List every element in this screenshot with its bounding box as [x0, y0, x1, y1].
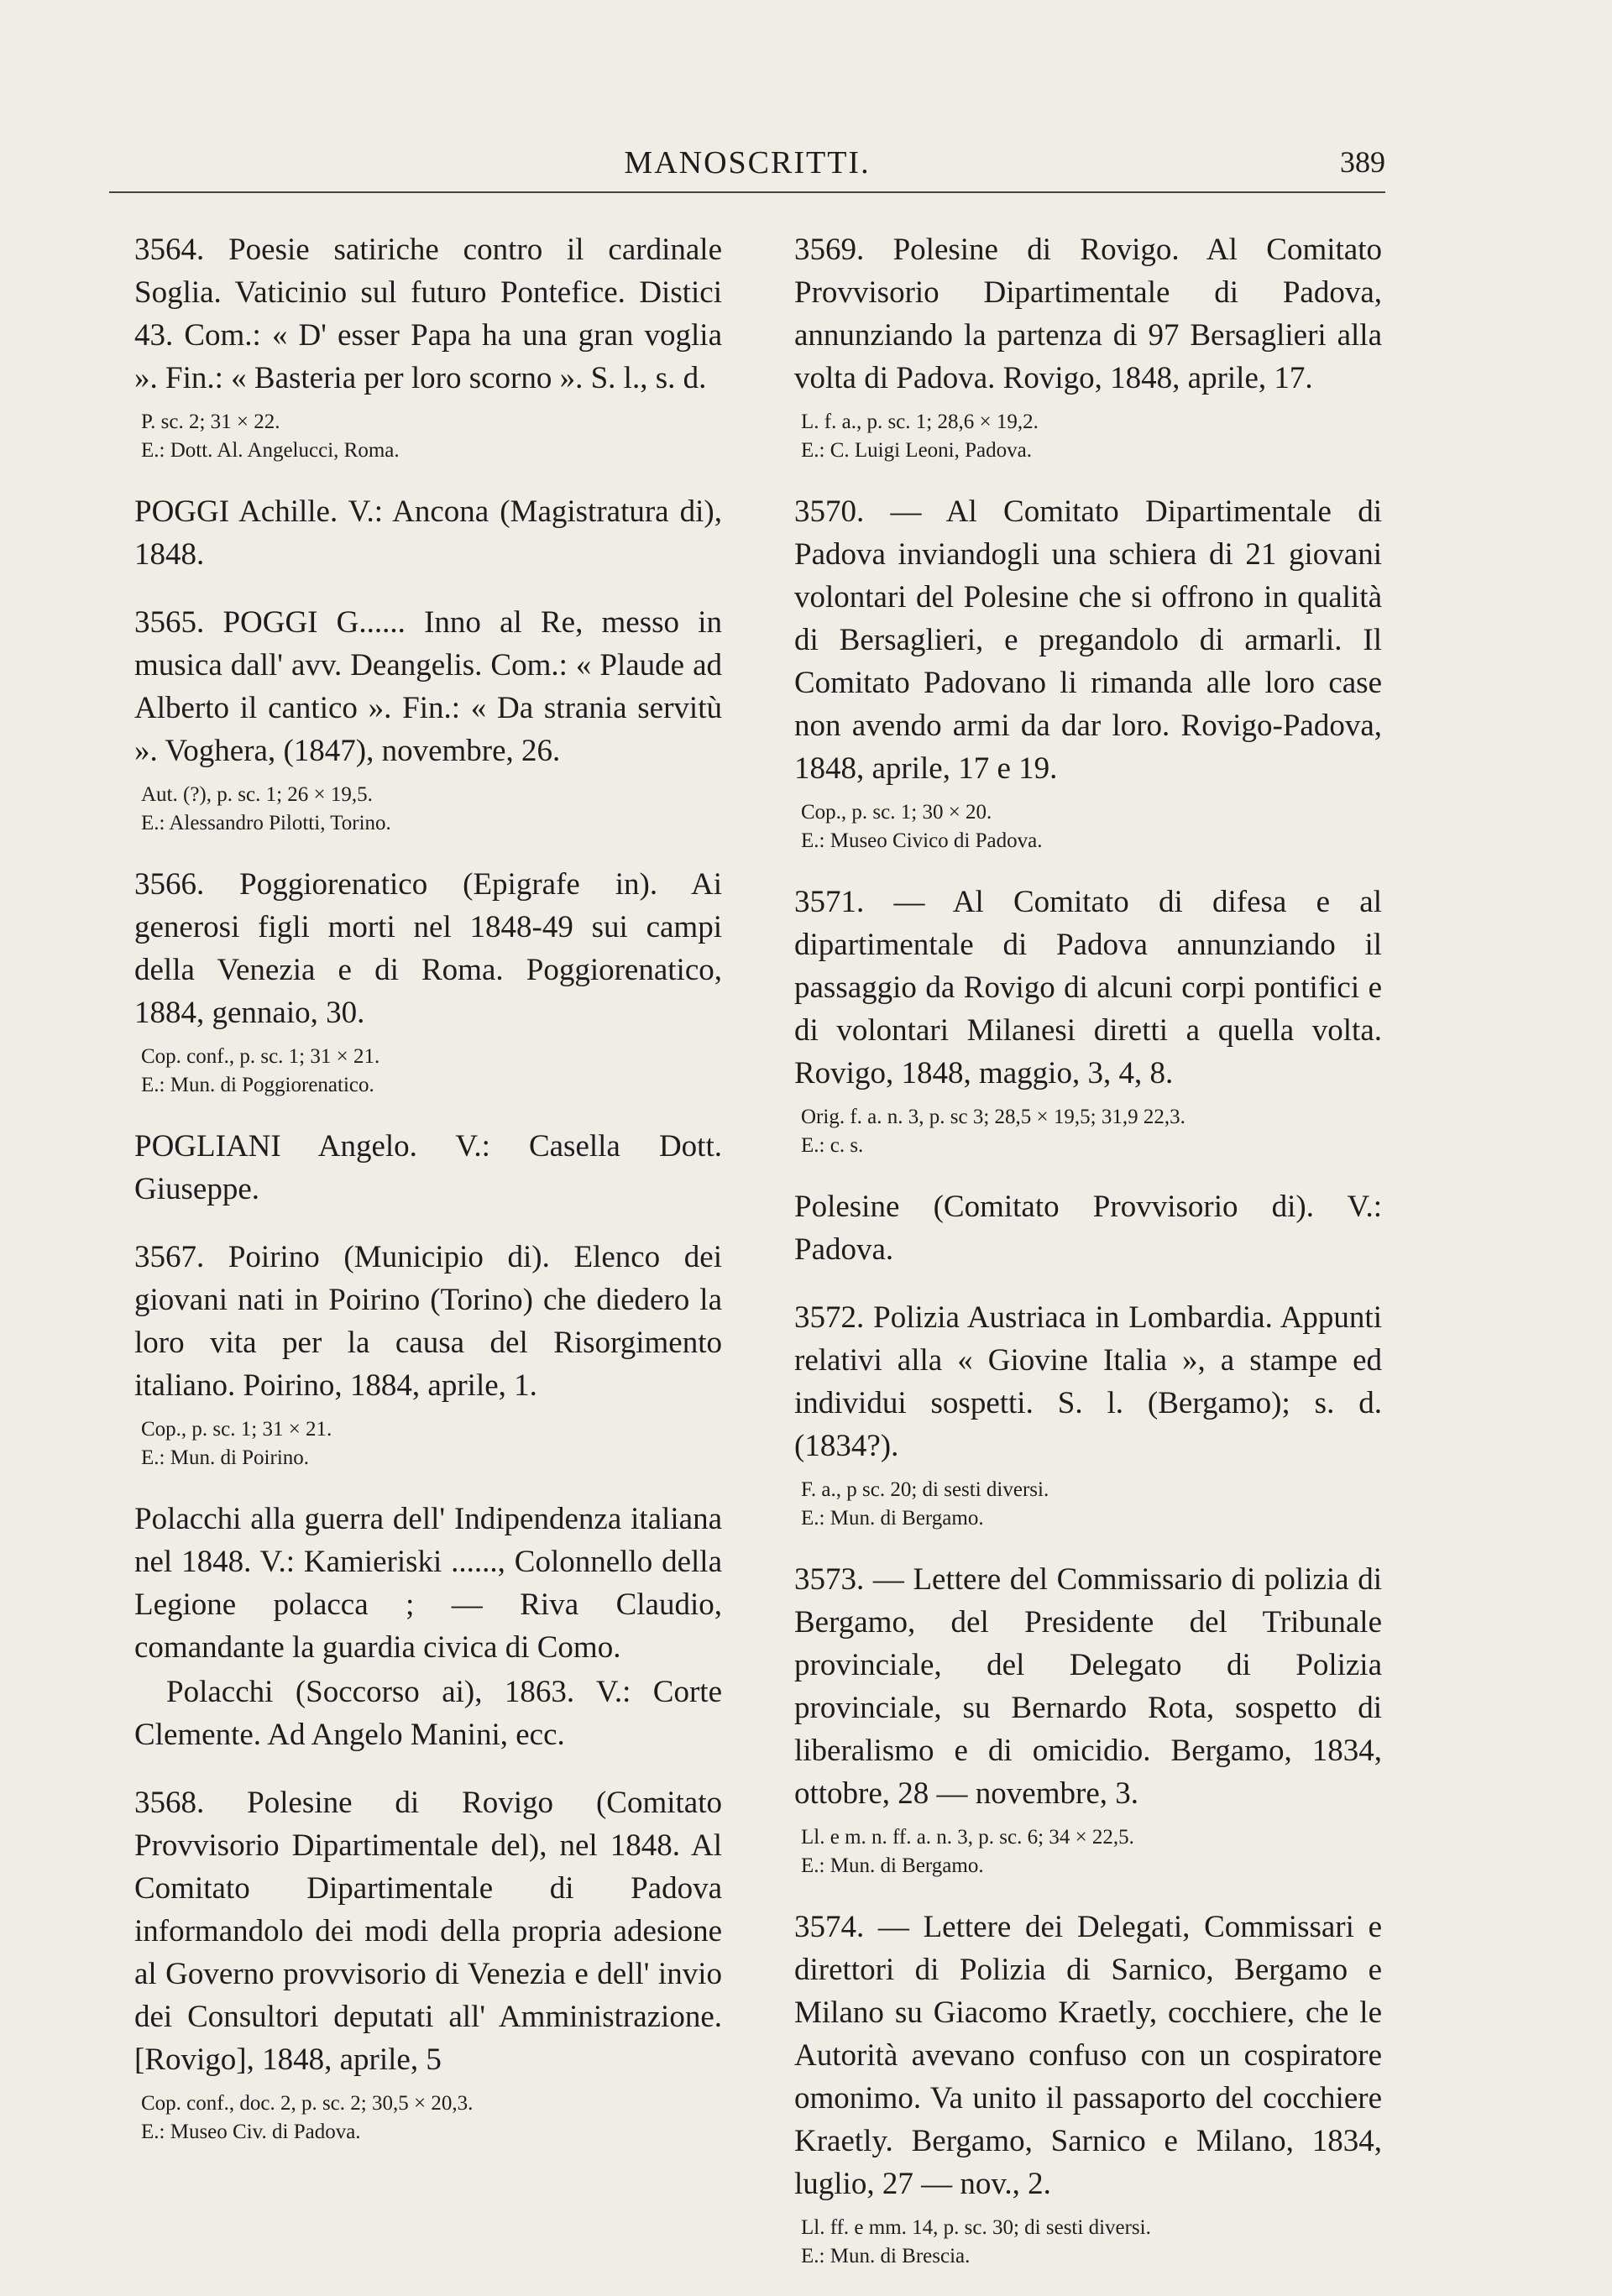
entry-text: Polacchi alla guerra dell' Indipendenza italiana nel 1848. V.: Kamieriski ......, Colonnello della Legione polacca ; — Riva Claudio, comandante la guardia civica di Como. [134, 1502, 722, 1665]
catalog-entry [794, 1906, 1382, 2271]
entry-note: E.: Mun. di Poirino. [141, 1446, 310, 1469]
entry-text: 3564. Poesie satiriche contro il cardinale Soglia. Vaticinio sul futuro Pontefice. Distici 43. Com.: « D' esser Papa ha una gran voglia ». Fin.: « Basteria per loro scorno ». S. l., s. d. [134, 233, 722, 395]
catalog-entry [134, 228, 722, 465]
entry-note: E.: Alessandro Pilotti, Torino. [141, 812, 391, 834]
catalog-entry [794, 1296, 1382, 1533]
entry-note: E.: Museo Civico di Padova. [801, 829, 1043, 852]
catalog-entry [794, 490, 1382, 855]
catalog-entry [134, 1125, 722, 1211]
entry-text: Polesine (Comitato Provvisorio di). V.: Padova. [794, 1190, 1382, 1267]
catalog-entry [134, 1781, 722, 2147]
entry-text: 3573. — Lettere del Commissario di polizia di Bergamo, del Presidente del Tribunale provinciale, del Delegato di Polizia provinciale, su Bernardo Rota, sospetto di liberalismo e di omicidio. Bergamo, 1834, ottobre, 28 — novembre, 3. [794, 1562, 1382, 1811]
entry-text: 3565. POGGI G...... Inno al Re, messo in musica dall' avv. Deangelis. Com.: « Plaude ad Alberto il cantico ». Fin.: « Da strania servitù ». Voghera, (1847), novembre, 26. [134, 605, 722, 768]
catalog-entry [134, 490, 722, 576]
entry-note: L. f. a., p. sc. 1; 28,6 × 19,2. [801, 411, 1039, 433]
entry-note: E.: Mun. di Poggiorenatico. [141, 1074, 374, 1096]
entry-text: 3572. Polizia Austriaca in Lombardia. Appunti relativi alla « Giovine Italia », a stampe ed individui sospetti. S. l. (Bergamo); s. d. (1834?). [794, 1300, 1382, 1463]
catalog-entry [794, 1558, 1382, 1880]
entry-note: E.: c. s. [801, 1134, 864, 1157]
entry-text: 3571. — Al Comitato di difesa e al dipartimentale di Padova annunziando il passaggio da Rovigo di alcuni corpi pontifici e di volontari Milanesi diretti a quella volta. Rovigo, 1848, maggio, 3, 4, 8. [794, 885, 1382, 1090]
entry-note: Cop. conf., p. sc. 1; 31 × 21. [141, 1045, 380, 1068]
catalog-entry [794, 1185, 1382, 1271]
page-header [109, 144, 1385, 186]
entry-note: Cop. conf., doc. 2, p. sc. 2; 30,5 × 20,3. [141, 2092, 474, 2115]
entry-note: E.: Mun. di Bergamo. [801, 1854, 984, 1877]
entry-text: POGLIANI Angelo. V.: Casella Dott. Giuseppe. [134, 1129, 722, 1206]
header-rule [109, 191, 1385, 193]
entry-note: Ll. e m. n. ff. a. n. 3, p. sc. 6; 34 × 22,5. [801, 1826, 1134, 1849]
entry-text: 3570. — Al Comitato Dipartimentale di Padova inviandogli una schiera di 21 giovani volontari del Polesine che si offrono in qualità di Bersaglieri, e pregandolo di armarli. Il Comitato Padovano li rimanda alle loro case non avendo armi da dar loro. Rovigo-Padova, 1848, aprile, 17 e 19. [794, 494, 1382, 786]
entry-text: 3574. — Lettere dei Delegati, Commissari e direttori di Polizia di Sarnico, Bergamo e Milano su Giacomo Kraetly, cocchiere, che le Autorità avevano confuso con un cospiratore omonimo. Va unito il passaporto del cocchiere Kraetly. Bergamo, Sarnico e Milano, 1834, luglio, 27 — nov., 2. [794, 1910, 1382, 2201]
entry-note: F. a., p sc. 20; di sesti diversi. [801, 1478, 1049, 1501]
entry-text: 3566. Poggiorenatico (Epigrafe in). Ai generosi figli morti nel 1848-49 sui campi della Venezia e di Roma. Poggiorenatico, 1884, gennaio, 30. [134, 867, 722, 1030]
catalog-entry [794, 881, 1382, 1160]
catalog-entry [134, 601, 722, 838]
entry-note: E.: Mun. di Bergamo. [801, 1507, 984, 1530]
page-number: 389 [1340, 145, 1385, 179]
entry-note: Orig. f. a. n. 3, p. sc 3; 28,5 × 19,5; 31,9 22,3. [801, 1106, 1185, 1128]
entry-note: E.: Museo Civ. di Padova. [141, 2121, 361, 2143]
entry-note: Cop., p. sc. 1; 31 × 21. [141, 1418, 332, 1441]
running-title: MANOSCRITTI. [624, 145, 871, 180]
entry-text: 3569. Polesine di Rovigo. Al Comitato Provvisorio Dipartimentale di Padova, annunziando la partenza di 97 Bersaglieri alla volta di Padova. Rovigo, 1848, aprile, 17. [794, 233, 1382, 395]
catalog-entry [134, 1498, 722, 1756]
entry-note: E.: C. Luigi Leoni, Padova. [801, 439, 1032, 462]
entry-note: E.: Dott. Al. Angelucci, Roma. [141, 439, 400, 462]
entry-note: Aut. (?), p. sc. 1; 26 × 19,5. [141, 783, 373, 806]
right-column [794, 228, 1382, 2296]
entry-note: P. sc. 2; 31 × 22. [141, 411, 280, 433]
catalog-entry [134, 863, 722, 1100]
entry-note: Cop., p. sc. 1; 30 × 20. [801, 801, 992, 824]
entry-note: Ll. ff. e mm. 14, p. sc. 30; di sesti diversi. [801, 2216, 1151, 2239]
catalog-entry [794, 228, 1382, 465]
entry-text: Polacchi (Soccorso ai), 1863. V.: Corte Clemente. Ad Angelo Manini, ecc. [134, 1675, 722, 1752]
entry-text: POGGI Achille. V.: Ancona (Magistratura di), 1848. [134, 494, 722, 572]
left-column [134, 228, 722, 2172]
entry-note: E.: Mun. di Brescia. [801, 2245, 971, 2267]
entry-text: 3568. Polesine di Rovigo (Comitato Provvisorio Dipartimentale del), nel 1848. Al Comitato Dipartimentale di Padova informandolo dei modi della propria adesione al Governo provvisorio di Venezia e dell' invio dei Consultori deputati all' Amministrazione. [Rovigo], 1848, aprile, 5 [134, 1786, 722, 2077]
entry-text: 3567. Poirino (Municipio di). Elenco dei giovani nati in Poirino (Torino) che diedero la loro vita per la causa del Risorgimento italiano. Poirino, 1884, aprile, 1. [134, 1240, 722, 1403]
catalog-entry [134, 1236, 722, 1472]
